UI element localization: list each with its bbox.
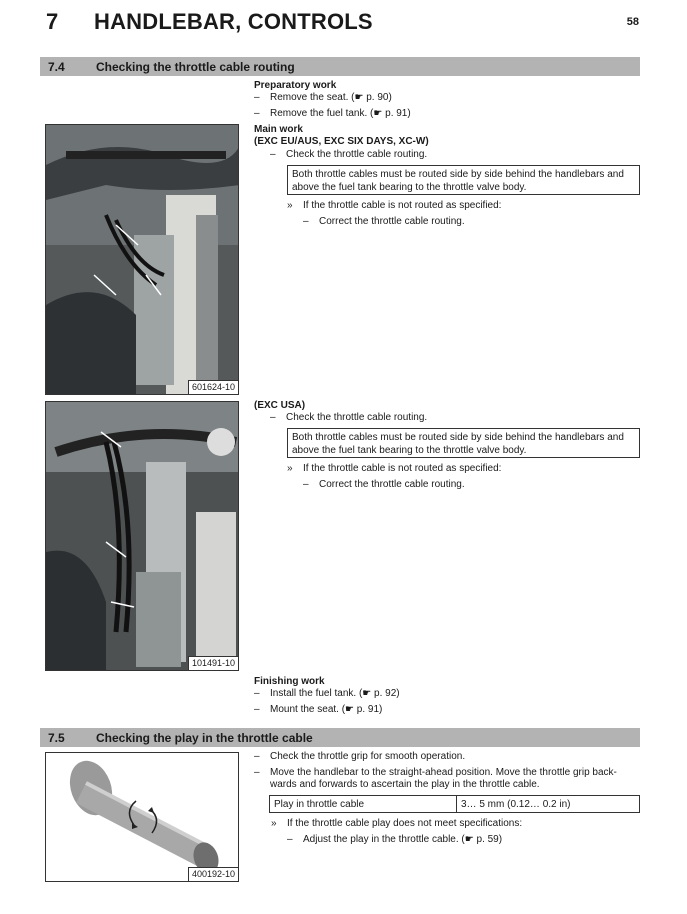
action-text: – Adjust the play in the throttle cable. (☛ p. 59) — [303, 834, 502, 846]
throttle-grip-illustration — [45, 752, 239, 882]
page-number: 58 — [626, 16, 639, 28]
chapter-title: HANDLEBAR, CONTROLS — [94, 9, 373, 34]
spec-value: 3… 5 mm (0.12… 0.2 in) — [456, 796, 570, 812]
spec-label: Play in throttle cable — [274, 799, 365, 810]
note-line: Both throttle cables must be routed side by side behind the handlebars and — [292, 169, 624, 180]
note-box — [287, 165, 640, 195]
finishing-heading: Finishing work — [254, 676, 325, 687]
section-title: Checking the throttle cable routing — [96, 60, 295, 74]
finish-step: – Install the fuel tank. (☛ p. 92) — [270, 688, 400, 700]
section-number: 7.4 — [48, 60, 65, 74]
main-step: – Check the throttle cable routing. — [286, 149, 427, 161]
motorcycle-front-photo — [45, 124, 239, 395]
play-step: – Move the handlebar to the straight-ahead position. Move the throttle grip back- — [270, 767, 617, 779]
action-text: – Correct the throttle cable routing. — [319, 479, 465, 491]
action-text: – Correct the throttle cable routing. — [319, 216, 465, 228]
condition-text: » If the throttle cable play does not meet specifications: — [287, 818, 522, 830]
chapter-number: 7 — [46, 9, 59, 34]
note-line: above the fuel tank bearing to the throttle valve body. — [292, 445, 527, 456]
image-code: 601624-10 — [188, 380, 238, 394]
play-step-continued: wards and forwards to ascertain the play in the throttle cable. — [270, 779, 540, 790]
preparatory-heading: Preparatory work — [254, 80, 337, 91]
motorcycle-cockpit-photo — [45, 401, 239, 671]
section-number: 7.5 — [48, 731, 65, 745]
main-work-heading: Main work — [254, 124, 303, 135]
section-heading-7-4 — [40, 57, 640, 76]
condition-text: » If the throttle cable is not routed as specified: — [303, 463, 501, 475]
note-line: Both throttle cables must be routed side by side behind the handlebars and — [292, 432, 624, 443]
image-code: 400192-10 — [188, 867, 238, 881]
note-box — [287, 428, 640, 458]
play-step: – Check the throttle grip for smooth operation. — [270, 751, 465, 763]
condition-text: » If the throttle cable is not routed as specified: — [303, 200, 501, 212]
variant-label: (EXC USA) — [254, 400, 306, 411]
finish-step: – Mount the seat. (☛ p. 91) — [270, 704, 382, 716]
note-line: above the fuel tank bearing to the throttle valve body. — [292, 182, 527, 193]
variant-label: (EXC EU/AUS, EXC SIX DAYS, XC-W) — [254, 136, 429, 147]
prep-step: – Remove the fuel tank. (☛ p. 91) — [270, 108, 411, 120]
spec-table — [269, 795, 640, 813]
section-heading-7-5 — [40, 728, 640, 747]
prep-step: – Remove the seat. (☛ p. 90) — [270, 92, 392, 104]
section-title: Checking the play in the throttle cable — [96, 731, 313, 745]
main-step: – Check the throttle cable routing. — [286, 412, 427, 424]
image-code: 101491-10 — [188, 656, 238, 670]
